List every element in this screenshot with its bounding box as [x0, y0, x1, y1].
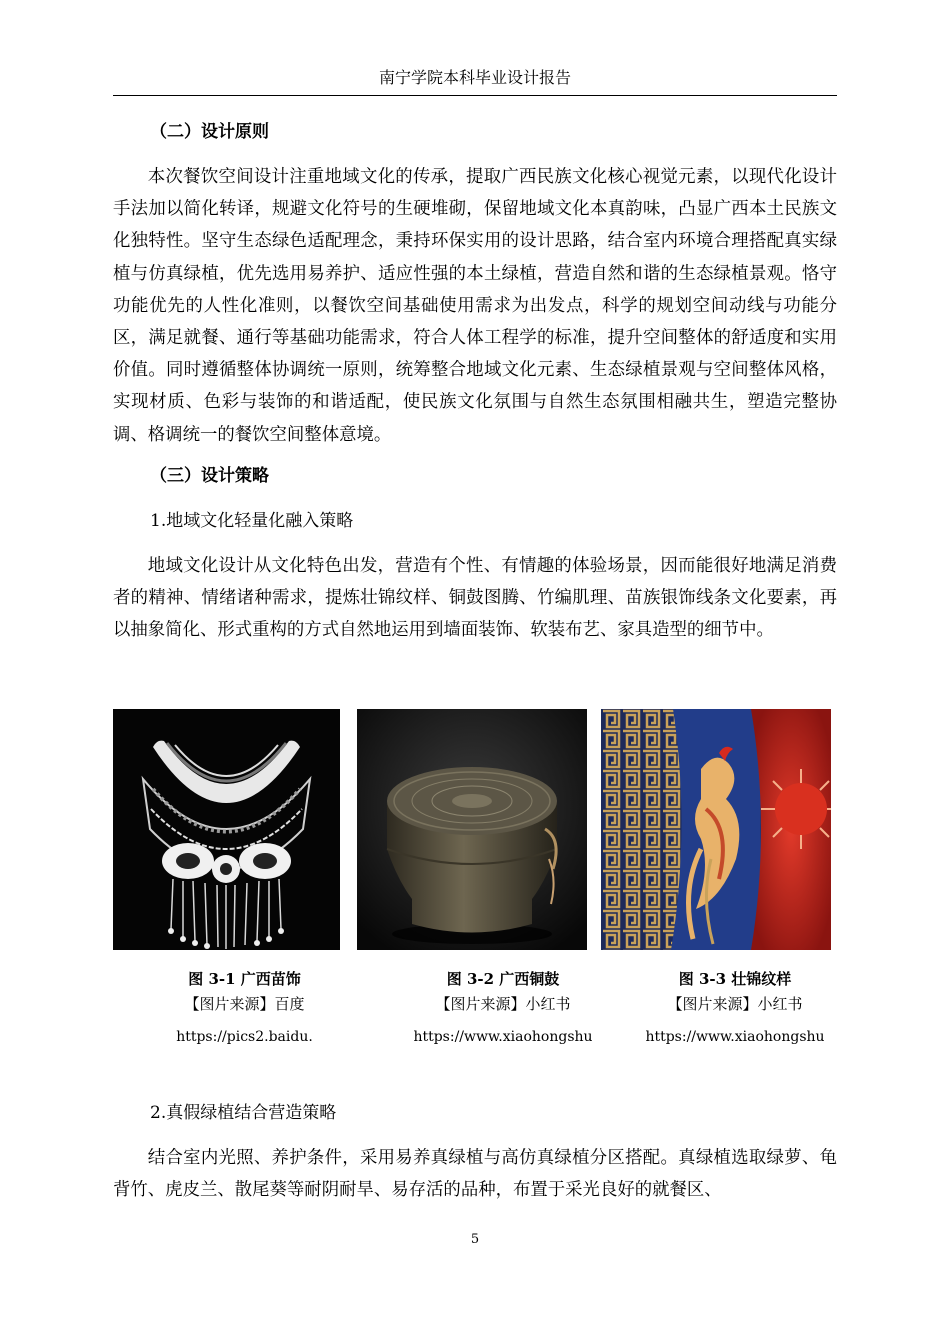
section-heading-design-principles: （二）设计原则	[150, 122, 269, 142]
section-heading-design-strategy: （三）设计策略	[150, 466, 269, 486]
paragraph-regional-culture: 地域文化设计从文化特色出发，营造有个性、有情趣的体验场景，因而能很好地满足消费者的精神、情绪诸种需求，提炼壮锦纹样、铜鼓图腾、竹编肌理、苗族银饰线条文化要素，再以抽象简化、形式重构的方式自然地运用到墙面装饰、软装布艺、家具造型的细节中。	[113, 556, 837, 641]
header-rule	[113, 95, 837, 96]
page-number: 5	[470, 1232, 480, 1247]
figure-2-source: 【图片来源】小红书	[435, 995, 571, 1013]
figure-3-source: 【图片来源】小红书	[667, 995, 803, 1013]
figure-miao-silver-image	[113, 709, 340, 950]
figure-bronze-drum-image	[357, 709, 587, 950]
paragraph-design-principles: 本次餐饮空间设计注重地域文化的传承，提取广西民族文化核心视觉元素，以现代化设计手法加以简化转译，规避文化符号的生硬堆砌，保留地域文化本真韵味，凸显广西本土民族文化独特性。坚守生态绿色适配理念，秉持环保实用的设计思路，结合室内环境合理搭配真实绿植与仿真绿植，优先选用易养护、适应性强的本土绿植，营造自然和谐的生态绿植景观。恪守功能优先的人性化准则，以餐饮空间基础使用需求为出发点，科学的规划空间动线与功能分区，满足就餐、通行等基础功能需求，符合人体工程学的标准，提升空间整体的舒适度和实用价值。同时遵循整体协调统一原则，统筹整合地域文化元素、生态绿植景观与空间整体风格，实现材质、色彩与装饰的和谐适配，使民族文化氛围与自然生态氛围相融共生，塑造完整协调、格调统一的餐饮空间整体意境。	[113, 167, 837, 445]
figure-3-caption: 图 3-3 壮锦纹样	[678, 970, 792, 988]
figure-zhuang-brocade-image	[601, 709, 831, 950]
figure-1-caption: 图 3-1 广西苗饰	[188, 970, 301, 988]
figure-2-url: https://www.xiaohongshu	[413, 1029, 593, 1045]
page-header: 南宁学院本科毕业设计报告	[378, 68, 571, 87]
figure-3-url: https://www.xiaohongshu	[645, 1029, 825, 1045]
paragraph-plants: 结合室内光照、养护条件，采用易养真绿植与高仿真绿植分区搭配。真绿植选取绿萝、龟背竹、虎皮兰、散尾葵等耐阴耐旱、易存活的品种，布置于采光良好的就餐区、	[113, 1148, 837, 1201]
subheading-regional-culture: 1.地域文化轻量化融入策略	[150, 511, 354, 531]
figure-1-url: https://pics2.baidu.	[176, 1029, 313, 1045]
figure-1-source: 【图片来源】百度	[184, 995, 305, 1013]
figure-2-caption: 图 3-2 广西铜鼓	[446, 970, 560, 988]
subheading-plants: 2.真假绿植结合营造策略	[150, 1103, 337, 1123]
